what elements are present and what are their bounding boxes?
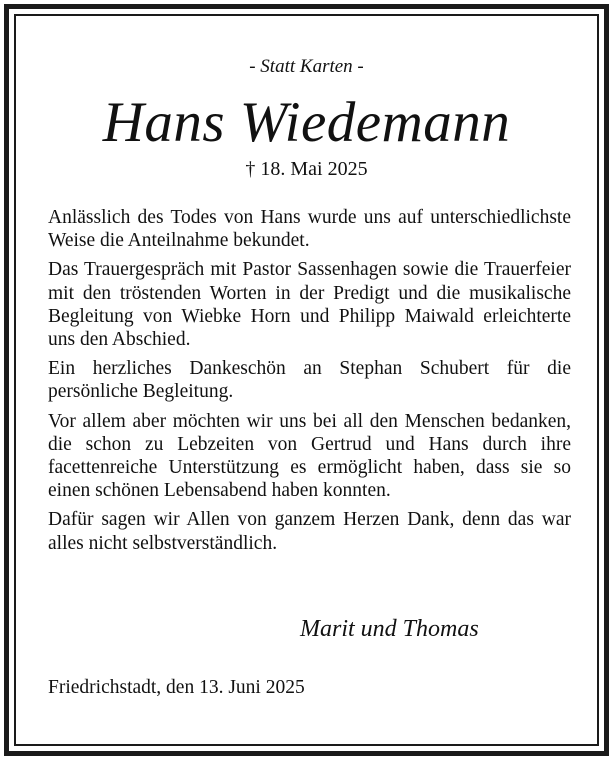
pretitle: - Statt Karten -	[249, 56, 364, 77]
paragraph: Vor allem aber möchten wir uns bei all den Menschen bedanken, die schon zu Lebzeiten von Gertrud und Hans durch ihre facettenreiche Unterstützung es ermöglicht haben, dass sie so einen schönen Lebensabend haben konnten.	[48, 410, 571, 502]
paragraph: Ein herzliches Dankeschön an Stephan Schubert für die persönliche Begleitung.	[48, 358, 571, 403]
notice-body	[48, 206, 571, 561]
paragraph: Anlässlich des Todes von Hans wurde uns auf unterschiedlichste Weise die Anteilnahme bekundet.	[48, 207, 571, 252]
place-and-date: Friedrichstadt, den 13. Juni 2025	[48, 677, 305, 698]
death-date: † 18. Mai 2025	[245, 158, 368, 180]
deceased-name: Hans Wiedemann	[102, 91, 511, 154]
paragraph: Das Trauergespräch mit Pastor Sassenhagen sowie die Trauerfeier mit den tröstenden Worten in der Predigt und die musikalische Begleitung von Wiebke Horn und Philipp Maiwald erleichterte uns den Abschied.	[48, 259, 571, 351]
signature: Marit und Thomas	[300, 616, 479, 642]
paragraph: Dafür sagen wir Allen von ganzem Herzen Dank, denn das war alles nicht selbstverständlich.	[48, 509, 571, 554]
